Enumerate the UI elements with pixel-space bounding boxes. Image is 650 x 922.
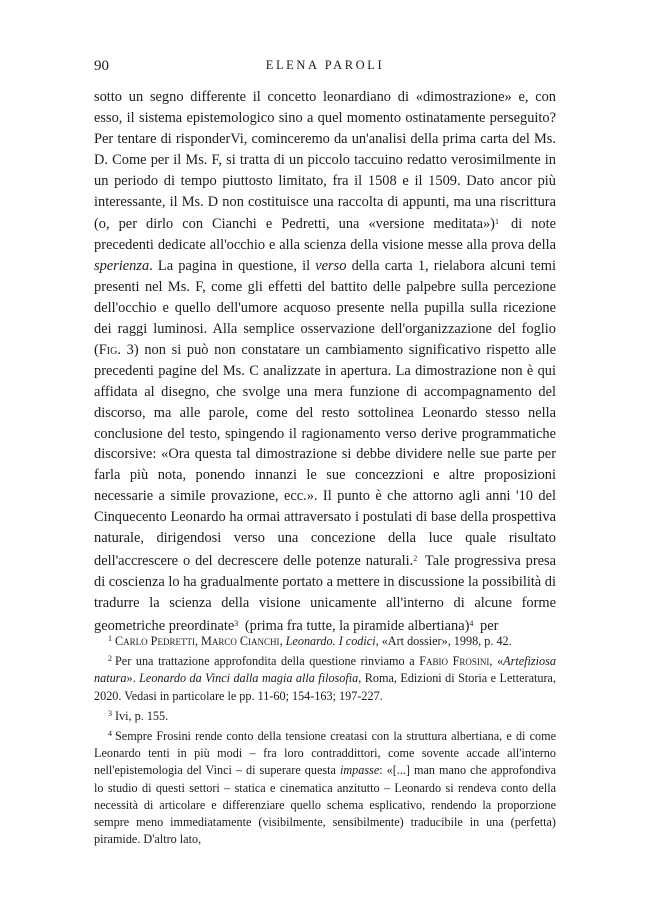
footnote-ref: 4 [469, 618, 474, 628]
body-text: (prima fra tutte, la piramide albertiana) [241, 617, 470, 634]
body-paragraph [94, 87, 556, 637]
footnote-ref: 3 [234, 618, 239, 628]
footnote-text: , « [489, 654, 504, 669]
footnote-1 [94, 630, 556, 650]
footnote-text: Ivi, p. 155. [115, 708, 169, 723]
footnote-number: 4 [108, 729, 112, 739]
footnote-text: , «Art dossier», 1998, p. 42. [375, 634, 512, 648]
footnote-text: Per una trattazione approfondita della questione rinviamo a [115, 654, 420, 669]
footnote-text: ». [126, 671, 140, 686]
footnote-4 [94, 725, 556, 848]
footnote-title: Leonardo. I codici [285, 634, 376, 648]
body-text-italic: sperienza [94, 258, 150, 275]
body-text-italic: verso [315, 258, 347, 275]
body-text: per [476, 617, 499, 634]
running-head: ELENA PAROLI [265, 58, 385, 72]
footnote-3 [94, 705, 556, 725]
footnote-title: Artefiziosa natura [94, 654, 556, 686]
footnote-text: , [279, 634, 286, 648]
main-text [94, 87, 556, 637]
page-number: 90 [94, 58, 109, 74]
body-text: di note precedenti dedicate all'occhio e alla scienza della visione messe alla prova della [94, 216, 557, 254]
body-text: della carta 1, rielabora alcuni temi presenti nel Ms. F, come gli effetti del battito delle palpebre sulla percezione dell'occhio e quello dell'umore acquoso presente nella pupilla sulla ricezione dei raggi luminosi. Alla semplice osservazione dell'organizzazione del foglio ( [94, 258, 556, 358]
page-header [94, 58, 556, 78]
footnote-number: 1 [108, 634, 112, 643]
body-text: Tale progressiva presa di coscienza lo ha gradualmente portato a mettere in discussione la possibilità di tradurre la scienza della visione unicamente all'interno di alcune forme geometriche preordinate [94, 552, 556, 634]
figure-ref: Fig. [98, 341, 121, 358]
footnote-2 [94, 650, 556, 705]
body-text: . La pagina in questione, il [149, 258, 316, 275]
body-text: 3) non si può non constatare un cambiamento significativo rispetto alle precedenti pagine del Ms. C analizzate in apertura. La dimostrazione non è qui affidata al disegno, che svolge una mera funzione di accompagnamento del discorso, ma alle parole, come del resto sottolinea Leonardo stesso nella conclusione del testo, spingendo il ragionamento verso derive programmatiche discorsive: «Ora questa tal dimostrazione si debbe dividere nelle sue parte per farla più nota, ponendo innanzi le sue concezzioni e altre proposizioni necessarie a simile provazione, ecc.». Il punto è che attorno agli anni '10 del Cinquecento Leonardo ha ormai attraversato i postulati di base della prospettiva naturale, dirigendosi verso una concezione della luce quale risultato dell'accrescere o del decrescere delle potenze naturali. [94, 341, 556, 569]
footnote-author: Carlo Pedretti, Marco Cianchi [115, 634, 280, 648]
body-text: sotto un segno differente il concetto leonardiano di «dimostrazione» e, con esso, il sistema epistemologico sino a quel momento ostinatamente perseguito? Per tentare di risponderVi, cominceremo da un'analisi della prima carta del Ms. D. Come per il Ms. F, si tratta di un piccolo taccuino redatto verosimilmente in un periodo di tempo piuttosto limitato, fra il 1508 e il 1509. Dato ancor più interessante, il Ms. D non costituisce una raccolta di appunti, ma una riscrittura (o, per dirlo con Cianchi e Pedretti, una «versione meditata») [94, 89, 556, 233]
footnote-text: Sempre Frosini rende conto della tensione creatasi con la struttura albertiana, e di come Leonardo tenti in più modi – fra loro contraddittori, come sovente accade all'interno nell'epistemologia del Vinci – di superare questa [94, 729, 556, 778]
footnote-author: Fabio Frosini [419, 654, 490, 669]
footnote-number: 3 [108, 708, 112, 718]
footnote-text: , Roma, Edizioni di Storia e Letteratura, 2020. Vedasi in particolare le pp. 11-60; 154-163; 197-227. [94, 671, 557, 703]
footnote-text: : «[...] man mano che approfondiva lo studio di questi settori – statica e cinematica anzitutto – Leonardo si rendeva conto della necessità di articolare e differenziare quello schema esplicativo, rendendo la proporzione sempre meno immediatamente (visibilmente, sensibilmente) traducibile in una (perfetta) piramide. D'altro lato, [94, 763, 556, 847]
footnote-ref: 2 [413, 553, 418, 563]
footnote-ref: 1 [494, 217, 499, 227]
footnotes [94, 630, 556, 848]
footnote-title: Leonardo da Vinci dalla magia alla filosofia [139, 671, 359, 686]
footnote-text-italic: impasse [339, 763, 380, 778]
footnote-number: 2 [108, 654, 112, 664]
